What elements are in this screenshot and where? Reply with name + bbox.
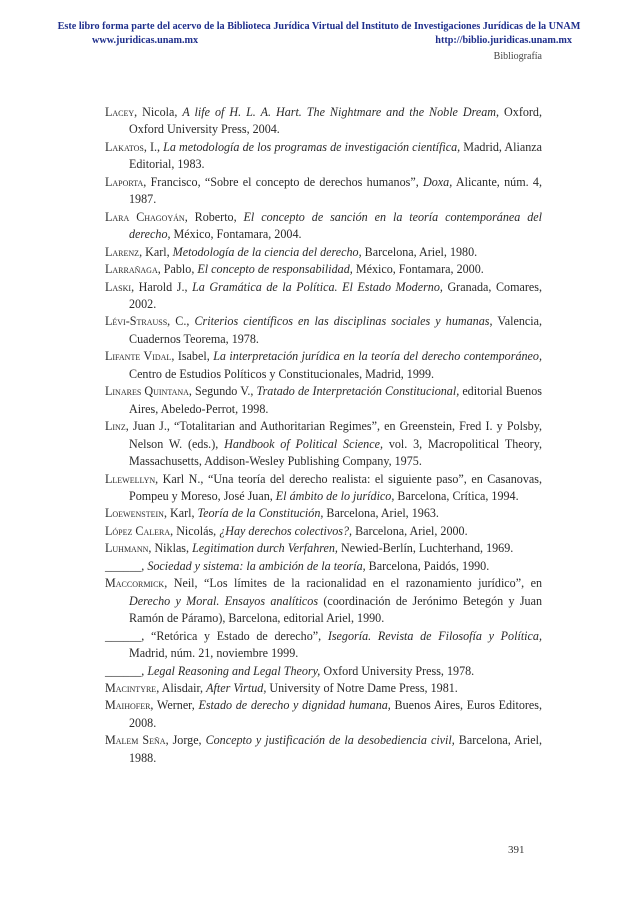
entry-author: Llewellyn bbox=[105, 471, 156, 486]
entry-author: Laski bbox=[105, 279, 132, 294]
entry-details: Granada, Comares, 2002. bbox=[129, 279, 542, 311]
entry-author: Larrañaga bbox=[105, 262, 158, 277]
bibliography-entry bbox=[105, 540, 542, 557]
entry-text: , C., bbox=[167, 314, 195, 329]
entry-text: , “Retórica y Estado de derecho”, bbox=[141, 628, 328, 643]
entry-author: Linz bbox=[105, 419, 126, 434]
biblio-link[interactable]: http://biblio.juridicas.unam.mx bbox=[435, 35, 572, 46]
entry-details: Barcelona, Ariel, 1963. bbox=[323, 506, 439, 521]
entry-text: , Pablo, bbox=[157, 262, 198, 277]
entry-title: Derecho y Moral. Ensayos analíticos bbox=[129, 593, 319, 608]
entry-title: A life of H. L. A. Hart. The Nightmare and the Noble Dream bbox=[182, 105, 497, 119]
page-number: 391 bbox=[508, 844, 525, 856]
entry-author: Luhmann bbox=[105, 541, 149, 556]
entry-title: Metodología de la ciencia del derecho, bbox=[172, 244, 362, 259]
bibliography-entry bbox=[105, 680, 542, 697]
entry-details: editorial Buenos Aires, Abeledo-Perrot, 1998. bbox=[129, 384, 542, 416]
bibliography-entry bbox=[105, 174, 542, 209]
entry-details: Alicante, núm. 4, 1987. bbox=[129, 174, 542, 207]
bibliography-entry bbox=[105, 279, 542, 314]
entry-title: La metodología de los programas de investigación científica, bbox=[163, 139, 461, 154]
entry-author: Lifante Vidal bbox=[105, 349, 172, 364]
entry-text: , Jorge, bbox=[165, 733, 206, 748]
entry-text: , bbox=[141, 558, 148, 573]
bibliography-entry bbox=[105, 697, 542, 732]
entry-title: Tratado de Interpretación Constitucional, bbox=[256, 384, 460, 399]
entry-details: Barcelona, Paidós, 1990. bbox=[365, 558, 490, 573]
entry-text: , I., bbox=[143, 139, 164, 154]
entry-text: , Isabel, bbox=[171, 349, 214, 364]
entry-author: Lacey bbox=[105, 105, 135, 119]
entry-author: Loewenstein bbox=[105, 506, 164, 521]
entry-title: Criterios científicos en las disciplinas sociales y humanas, bbox=[194, 314, 493, 329]
bibliography-list bbox=[105, 104, 542, 767]
entry-author: ______ bbox=[105, 663, 142, 678]
entry-title: After Virtud, bbox=[206, 680, 267, 695]
entry-text: , Roberto, bbox=[184, 209, 244, 224]
entry-title: Concepto y justificación de la desobediencia civil, bbox=[205, 733, 455, 748]
entry-text: , Niklas, bbox=[148, 541, 193, 556]
entry-author: ______ bbox=[105, 628, 142, 643]
entry-details: Madrid, núm. 21, noviembre 1999. bbox=[129, 646, 299, 661]
bibliography-entry bbox=[105, 383, 542, 418]
entry-text: , Segundo V., bbox=[188, 384, 257, 399]
entry-details: Oxford University Press, 1978. bbox=[320, 663, 475, 678]
bibliography-entry bbox=[105, 139, 542, 174]
entry-text: , Harold J., bbox=[131, 279, 193, 294]
entry-title: Legitimation durch Verfahren, bbox=[192, 541, 338, 556]
entry-details: (coordinación de Jerónimo Betegón y Juan Ramón de Páramo), Barcelona, editorial Ariel, 1990. bbox=[129, 593, 543, 626]
entry-author: Malem Seña bbox=[105, 733, 166, 748]
entry-title: El ámbito de lo jurídico, bbox=[275, 488, 395, 503]
entry-text: , Karl N., “Una teoría del derecho realista: el siguiente paso”, en Casanovas, Pompeu y Moreso, José Juan, bbox=[129, 471, 542, 503]
juridicas-link[interactable]: www.juridicas.unam.mx bbox=[92, 35, 199, 46]
entry-author: López Calera bbox=[105, 523, 171, 538]
bibliography-entry bbox=[105, 558, 542, 575]
entry-details: Valencia, Cuadernos Teorema, 1978. bbox=[129, 314, 542, 346]
bibliography-entry bbox=[105, 313, 542, 348]
entry-title: El concepto de sanción en la teoría contemporánea del derecho, bbox=[129, 209, 542, 242]
entry-text: , Karl, bbox=[163, 506, 198, 521]
banner-links bbox=[0, 34, 638, 48]
entry-title: Isegoría. Revista de Filosofía y Política, bbox=[327, 628, 542, 643]
bibliography-entry bbox=[105, 244, 542, 261]
entry-details: Buenos Aires, Euros Editores, 2008. bbox=[129, 698, 542, 730]
entry-details: México, Fontamara, 2000. bbox=[352, 262, 484, 277]
entry-details: Barcelona, Ariel, 2000. bbox=[352, 523, 468, 538]
bibliography-entry bbox=[105, 104, 542, 139]
entry-title: La Gramática de la Política. El Estado Moderno, bbox=[192, 279, 443, 294]
entry-text: , Francisco, “Sobre el concepto de derechos humanos”, bbox=[143, 174, 424, 189]
bibliography-entry bbox=[105, 732, 542, 767]
entry-author: ______ bbox=[105, 558, 142, 573]
bibliography-entry bbox=[105, 261, 542, 278]
entry-text: , Karl, bbox=[139, 244, 173, 259]
bibliography-entry bbox=[105, 209, 542, 244]
entry-details: vol. 3, Macropolitical Theory, Massachusetts, Addison-Wesley Publishing Company, 1975. bbox=[129, 436, 542, 469]
entry-details: México, Fontamara, 2004. bbox=[170, 227, 302, 242]
section-label: Bibliografía bbox=[493, 51, 542, 62]
entry-author: Lakatos bbox=[105, 139, 144, 154]
entry-author: Larenz bbox=[105, 244, 140, 259]
entry-author: Lara Chagoyán bbox=[105, 209, 185, 224]
entry-title: El concepto de responsabilidad, bbox=[197, 262, 353, 277]
entry-author: Linares Quintana bbox=[105, 384, 189, 399]
entry-details: , Oxford, Oxford University Press, 2004. bbox=[129, 105, 542, 137]
entry-author: Maihofer bbox=[105, 698, 151, 713]
bibliography-entry bbox=[105, 471, 542, 506]
entry-title: La interpretación jurídica en la teoría del derecho contemporáneo, bbox=[213, 349, 542, 364]
entry-details: Barcelona, Ariel, 1980. bbox=[361, 244, 478, 259]
entry-text: , Juan J., “Totalitarian and Authoritarian Regimes”, en Greenstein, Fred I. y Polsby, Nelson W. (eds.), bbox=[125, 419, 542, 451]
bibliography-entry bbox=[105, 663, 542, 680]
bibliography-entry bbox=[105, 505, 542, 522]
entry-title: Legal Reasoning and Legal Theory, bbox=[147, 663, 321, 678]
entry-details: Barcelona, Ariel, 1988. bbox=[129, 733, 543, 765]
entry-title: Handbook of Political Science, bbox=[224, 436, 383, 451]
banner-notice: Este libro forma parte del acervo de la Biblioteca Jurídica Virtual del Instituto de Investigaciones Jurídicas de la UNAM bbox=[57, 21, 581, 32]
entry-text: , bbox=[141, 663, 148, 678]
library-banner bbox=[0, 20, 638, 48]
entry-details: Madrid, Alianza Editorial, 1983. bbox=[129, 139, 542, 172]
entry-text: , Nicolás, bbox=[170, 523, 220, 538]
entry-title: Teoría de la Constitución, bbox=[197, 506, 324, 521]
entry-author: Lévi-Strauss bbox=[105, 314, 168, 329]
entry-details: Barcelona, Crítica, 1994. bbox=[394, 488, 519, 503]
entry-text: , Werner, bbox=[150, 698, 199, 713]
entry-text: , Nicola, bbox=[134, 105, 183, 119]
entry-text: , Alisdair, bbox=[156, 680, 207, 695]
entry-title: Doxa, bbox=[423, 174, 453, 189]
entry-title: Estado de derecho y dignidad humana, bbox=[198, 698, 391, 713]
entry-text: , Neil, “Los límites de la racionalidad en el razonamiento jurídico”, en bbox=[164, 576, 542, 591]
entry-title: Sociedad y sistema: la ambición de la teoría, bbox=[147, 558, 366, 573]
entry-author: Macintyre bbox=[105, 680, 157, 695]
entry-details: Centro de Estudios Políticos y Constitucionales, Madrid, 1999. bbox=[129, 366, 435, 381]
bibliography-entry bbox=[105, 348, 542, 383]
entry-author: Maccormick bbox=[105, 576, 165, 591]
bibliography-entry bbox=[105, 523, 542, 540]
bibliography-entry bbox=[105, 628, 542, 663]
entry-title: ¿Hay derechos colectivos?, bbox=[219, 523, 353, 538]
bibliography-entry bbox=[105, 575, 542, 627]
bibliography-entry bbox=[105, 418, 542, 470]
entry-author: Laporta bbox=[105, 174, 144, 189]
entry-details: Newied-Berlín, Luchterhand, 1969. bbox=[337, 541, 514, 556]
entry-details: University of Notre Dame Press, 1981. bbox=[266, 680, 458, 695]
